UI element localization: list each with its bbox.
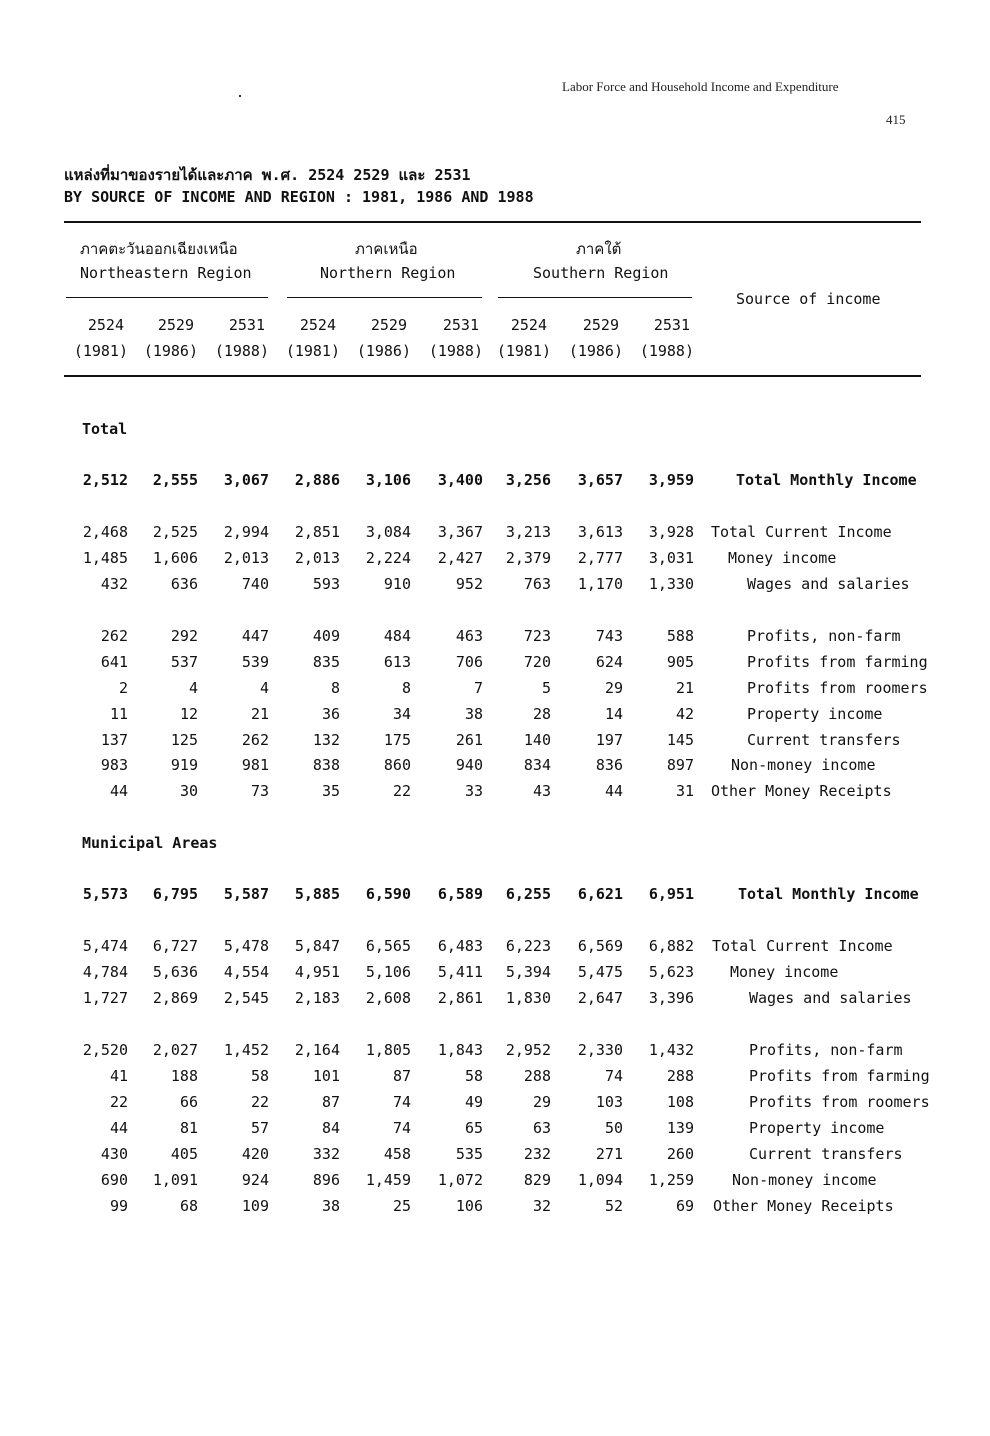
year-be-label: 2531 (442, 316, 479, 334)
row-label: Non-money income (731, 756, 876, 774)
table-cell: 940 (455, 756, 483, 774)
year-ad-label: (1986) (143, 342, 198, 360)
table-cell: 43 (532, 782, 551, 800)
year-ad-label: (1981) (496, 342, 551, 360)
table-cell: 42 (675, 705, 694, 723)
table-cell: 81 (179, 1119, 198, 1137)
table-cell: 537 (170, 653, 198, 671)
year-be-label: 2529 (157, 316, 194, 334)
table-cell: 261 (455, 731, 483, 749)
table-cell: 3,367 (437, 523, 483, 541)
year-be-label: 2529 (582, 316, 619, 334)
table-cell: 3,613 (577, 523, 623, 541)
table-cell: 1,805 (365, 1041, 411, 1059)
table-cell: 29 (532, 1093, 551, 1111)
table-cell: 87 (392, 1067, 411, 1085)
table-cell: 197 (595, 731, 623, 749)
table-cell: 3,031 (648, 549, 694, 567)
table-cell: 706 (455, 653, 483, 671)
table-cell: 2,224 (365, 549, 411, 567)
table-cell: 25 (392, 1197, 411, 1215)
table-cell: 5,885 (294, 885, 340, 903)
table-cell: 2,379 (505, 549, 551, 567)
row-label: Profits from roomers (749, 1093, 930, 1111)
table-cell: 2,851 (294, 523, 340, 541)
table-cell: 420 (241, 1145, 269, 1163)
row-label: Profits, non-farm (747, 627, 901, 645)
table-cell: 38 (464, 705, 483, 723)
row-label: Wages and salaries (749, 989, 912, 1007)
table-cell: 6,590 (365, 885, 411, 903)
table-cell: 5,847 (294, 937, 340, 955)
table-cell: 5,573 (82, 885, 128, 903)
table-cell: 262 (100, 627, 128, 645)
table-cell: 3,067 (223, 471, 269, 489)
table-cell: 2,869 (152, 989, 198, 1007)
table-cell: 458 (383, 1145, 411, 1163)
table-cell: 35 (321, 782, 340, 800)
top-rule (64, 221, 921, 223)
table-cell: 292 (170, 627, 198, 645)
year-ad-label: (1981) (73, 342, 128, 360)
table-cell: 332 (312, 1145, 340, 1163)
table-cell: 260 (666, 1145, 694, 1163)
table-cell: 484 (383, 627, 411, 645)
table-cell: 65 (464, 1119, 483, 1137)
row-label: Property income (747, 705, 883, 723)
row-label: Property income (749, 1119, 885, 1137)
table-cell: 1,330 (648, 575, 694, 593)
table-cell: 836 (595, 756, 623, 774)
table-cell: 2,427 (437, 549, 483, 567)
table-cell: 860 (383, 756, 411, 774)
table-cell: 49 (464, 1093, 483, 1111)
table-cell: 5 (541, 679, 551, 697)
table-cell: 6,951 (648, 885, 694, 903)
table-cell: 106 (455, 1197, 483, 1215)
table-cell: 103 (595, 1093, 623, 1111)
table-cell: 87 (321, 1093, 340, 1111)
table-cell: 4,951 (294, 963, 340, 981)
year-be-label: 2529 (370, 316, 407, 334)
table-cell: 5,394 (505, 963, 551, 981)
table-cell: 5,411 (437, 963, 483, 981)
table-cell: 5,623 (648, 963, 694, 981)
row-label: Total Current Income (711, 523, 892, 541)
table-cell: 36 (321, 705, 340, 723)
table-cell: 109 (241, 1197, 269, 1215)
table-cell: 58 (250, 1067, 269, 1085)
row-label: Money income (730, 963, 839, 981)
table-cell: 140 (523, 731, 551, 749)
table-cell: 12 (179, 705, 198, 723)
table-cell: 6,483 (437, 937, 483, 955)
table-cell: 4 (188, 679, 198, 697)
table-cell: 4,784 (82, 963, 128, 981)
table-cell: 2,608 (365, 989, 411, 1007)
table-cell: 52 (604, 1197, 623, 1215)
table-cell: 38 (321, 1197, 340, 1215)
year-be-label: 2524 (299, 316, 336, 334)
row-label: Non-money income (732, 1171, 877, 1189)
table-cell: 3,959 (648, 471, 694, 489)
table-cell: 69 (675, 1197, 694, 1215)
table-cell: 690 (100, 1171, 128, 1189)
table-cell: 3,657 (577, 471, 623, 489)
table-cell: 30 (179, 782, 198, 800)
table-cell: 6,589 (437, 885, 483, 903)
year-be-label: 2531 (653, 316, 690, 334)
table-cell: 588 (666, 627, 694, 645)
table-cell: 2,027 (152, 1041, 198, 1059)
table-cell: 624 (595, 653, 623, 671)
table-cell: 74 (392, 1119, 411, 1137)
table-cell: 723 (523, 627, 551, 645)
table-cell: 763 (523, 575, 551, 593)
row-label: Total Monthly Income (738, 885, 919, 903)
region-underline-northeast (66, 297, 268, 298)
table-cell: 952 (455, 575, 483, 593)
table-cell: 409 (312, 627, 340, 645)
table-cell: 3,400 (437, 471, 483, 489)
table-cell: 897 (666, 756, 694, 774)
table-cell: 2,013 (223, 549, 269, 567)
table-cell: 74 (392, 1093, 411, 1111)
table-cell: 2,330 (577, 1041, 623, 1059)
table-cell: 3,928 (648, 523, 694, 541)
table-cell: 262 (241, 731, 269, 749)
region-underline-north (287, 297, 482, 298)
table-cell: 1,259 (648, 1171, 694, 1189)
table-title-thai: แหล่งที่มาของรายได้และภาค พ.ศ. 2524 2529 และ 2531 (64, 166, 471, 184)
table-cell: 720 (523, 653, 551, 671)
table-cell: 1,843 (437, 1041, 483, 1059)
table-cell: 31 (675, 782, 694, 800)
table-cell: 3,213 (505, 523, 551, 541)
table-cell: 6,621 (577, 885, 623, 903)
table-cell: 22 (392, 782, 411, 800)
table-cell: 405 (170, 1145, 198, 1163)
table-cell: 68 (179, 1197, 198, 1215)
table-cell: 8 (401, 679, 411, 697)
row-label: Other Money Receipts (711, 782, 892, 800)
table-cell: 1,091 (152, 1171, 198, 1189)
table-cell: 6,727 (152, 937, 198, 955)
row-label: Profits, non-farm (749, 1041, 903, 1059)
table-cell: 2,994 (223, 523, 269, 541)
year-ad-label: (1988) (428, 342, 483, 360)
table-cell: 5,587 (223, 885, 269, 903)
table-cell: 6,569 (577, 937, 623, 955)
table-cell: 1,459 (365, 1171, 411, 1189)
section-heading: Municipal Areas (82, 834, 218, 852)
table-cell: 6,795 (152, 885, 198, 903)
speck (239, 95, 241, 97)
table-cell: 22 (250, 1093, 269, 1111)
region-thai-south: ภาคใต้ (576, 240, 622, 258)
table-cell: 84 (321, 1119, 340, 1137)
region-en-northeast: Northeastern Region (80, 264, 252, 282)
table-cell: 5,478 (223, 937, 269, 955)
table-cell: 838 (312, 756, 340, 774)
table-cell: 636 (170, 575, 198, 593)
region-thai-northeast: ภาคตะวันออกเฉียงเหนือ (80, 240, 238, 258)
table-cell: 108 (666, 1093, 694, 1111)
table-cell: 2 (118, 679, 128, 697)
row-label: Profits from farming (747, 653, 928, 671)
table-cell: 3,396 (648, 989, 694, 1007)
region-thai-north: ภาคเหนือ (355, 240, 418, 258)
table-cell: 447 (241, 627, 269, 645)
table-cell: 63 (532, 1119, 551, 1137)
table-cell: 2,886 (294, 471, 340, 489)
table-cell: 28 (532, 705, 551, 723)
region-underline-south (498, 297, 692, 298)
table-cell: 22 (109, 1093, 128, 1111)
table-cell: 32 (532, 1197, 551, 1215)
table-cell: 74 (604, 1067, 623, 1085)
table-cell: 50 (604, 1119, 623, 1137)
table-cell: 271 (595, 1145, 623, 1163)
table-cell: 905 (666, 653, 694, 671)
row-label: Current transfers (749, 1145, 903, 1163)
table-cell: 1,606 (152, 549, 198, 567)
table-cell: 137 (100, 731, 128, 749)
table-cell: 2,468 (82, 523, 128, 541)
table-cell: 175 (383, 731, 411, 749)
year-be-label: 2524 (87, 316, 124, 334)
table-cell: 4,554 (223, 963, 269, 981)
table-cell: 593 (312, 575, 340, 593)
table-cell: 73 (250, 782, 269, 800)
table-cell: 2,183 (294, 989, 340, 1007)
table-cell: 132 (312, 731, 340, 749)
table-cell: 834 (523, 756, 551, 774)
table-cell: 4 (259, 679, 269, 697)
section-heading: Total (82, 420, 128, 438)
region-en-north: Northern Region (320, 264, 456, 282)
year-ad-label: (1988) (639, 342, 694, 360)
page-number: 415 (886, 112, 906, 127)
table-cell: 2,525 (152, 523, 198, 541)
table-cell: 288 (666, 1067, 694, 1085)
row-label: Current transfers (747, 731, 901, 749)
table-cell: 8 (330, 679, 340, 697)
year-be-label: 2531 (228, 316, 265, 334)
table-cell: 535 (455, 1145, 483, 1163)
table-cell: 6,255 (505, 885, 551, 903)
row-label: Total Monthly Income (736, 471, 917, 489)
table-cell: 11 (109, 705, 128, 723)
table-cell: 101 (312, 1067, 340, 1085)
table-cell: 66 (179, 1093, 198, 1111)
table-cell: 740 (241, 575, 269, 593)
table-cell: 6,565 (365, 937, 411, 955)
region-en-south: Southern Region (533, 264, 669, 282)
table-cell: 5,636 (152, 963, 198, 981)
table-cell: 14 (604, 705, 623, 723)
year-ad-label: (1981) (285, 342, 340, 360)
table-cell: 44 (109, 782, 128, 800)
table-cell: 1,094 (577, 1171, 623, 1189)
table-cell: 910 (383, 575, 411, 593)
table-cell: 139 (666, 1119, 694, 1137)
table-cell: 145 (666, 731, 694, 749)
table-cell: 5,474 (82, 937, 128, 955)
table-title-english: BY SOURCE OF INCOME AND REGION : 1981, 1986 AND 1988 (64, 188, 534, 206)
table-cell: 21 (675, 679, 694, 697)
table-cell: 6,223 (505, 937, 551, 955)
row-label: Profits from farming (749, 1067, 930, 1085)
table-cell: 58 (464, 1067, 483, 1085)
table-cell: 3,084 (365, 523, 411, 541)
table-cell: 924 (241, 1171, 269, 1189)
table-cell: 743 (595, 627, 623, 645)
table-cell: 2,512 (82, 471, 128, 489)
table-cell: 3,256 (505, 471, 551, 489)
table-cell: 6,882 (648, 937, 694, 955)
table-cell: 2,861 (437, 989, 483, 1007)
header-bottom-rule (64, 375, 921, 377)
table-cell: 33 (464, 782, 483, 800)
table-cell: 5,106 (365, 963, 411, 981)
table-cell: 463 (455, 627, 483, 645)
table-cell: 983 (100, 756, 128, 774)
table-cell: 539 (241, 653, 269, 671)
table-cell: 2,952 (505, 1041, 551, 1059)
table-cell: 829 (523, 1171, 551, 1189)
table-cell: 3,106 (365, 471, 411, 489)
table-cell: 641 (100, 653, 128, 671)
table-cell: 2,777 (577, 549, 623, 567)
table-cell: 29 (604, 679, 623, 697)
table-cell: 1,727 (82, 989, 128, 1007)
source-of-income-header: Source of income (736, 290, 881, 308)
year-be-label: 2524 (510, 316, 547, 334)
table-cell: 44 (109, 1119, 128, 1137)
table-cell: 99 (109, 1197, 128, 1215)
running-head: Labor Force and Household Income and Expenditure (562, 79, 839, 94)
table-cell: 896 (312, 1171, 340, 1189)
table-cell: 7 (473, 679, 483, 697)
table-cell: 1,170 (577, 575, 623, 593)
table-cell: 432 (100, 575, 128, 593)
row-label: Money income (728, 549, 837, 567)
table-cell: 5,475 (577, 963, 623, 981)
row-label: Profits from roomers (747, 679, 928, 697)
table-cell: 125 (170, 731, 198, 749)
row-label: Total Current Income (712, 937, 893, 955)
table-cell: 57 (250, 1119, 269, 1137)
table-cell: 1,485 (82, 549, 128, 567)
table-cell: 2,520 (82, 1041, 128, 1059)
table-cell: 232 (523, 1145, 551, 1163)
table-cell: 2,545 (223, 989, 269, 1007)
table-cell: 1,432 (648, 1041, 694, 1059)
table-cell: 21 (250, 705, 269, 723)
table-cell: 1,452 (223, 1041, 269, 1059)
row-label: Other Money Receipts (713, 1197, 894, 1215)
year-ad-label: (1988) (214, 342, 269, 360)
table-cell: 1,072 (437, 1171, 483, 1189)
table-cell: 41 (109, 1067, 128, 1085)
table-cell: 430 (100, 1145, 128, 1163)
table-cell: 1,830 (505, 989, 551, 1007)
table-cell: 188 (170, 1067, 198, 1085)
row-label: Wages and salaries (747, 575, 910, 593)
table-cell: 835 (312, 653, 340, 671)
table-cell: 44 (604, 782, 623, 800)
table-cell: 2,555 (152, 471, 198, 489)
table-cell: 2,647 (577, 989, 623, 1007)
year-ad-label: (1986) (356, 342, 411, 360)
table-cell: 34 (392, 705, 411, 723)
table-cell: 981 (241, 756, 269, 774)
table-cell: 2,013 (294, 549, 340, 567)
year-ad-label: (1986) (568, 342, 623, 360)
table-cell: 288 (523, 1067, 551, 1085)
table-cell: 919 (170, 756, 198, 774)
table-cell: 613 (383, 653, 411, 671)
table-cell: 2,164 (294, 1041, 340, 1059)
